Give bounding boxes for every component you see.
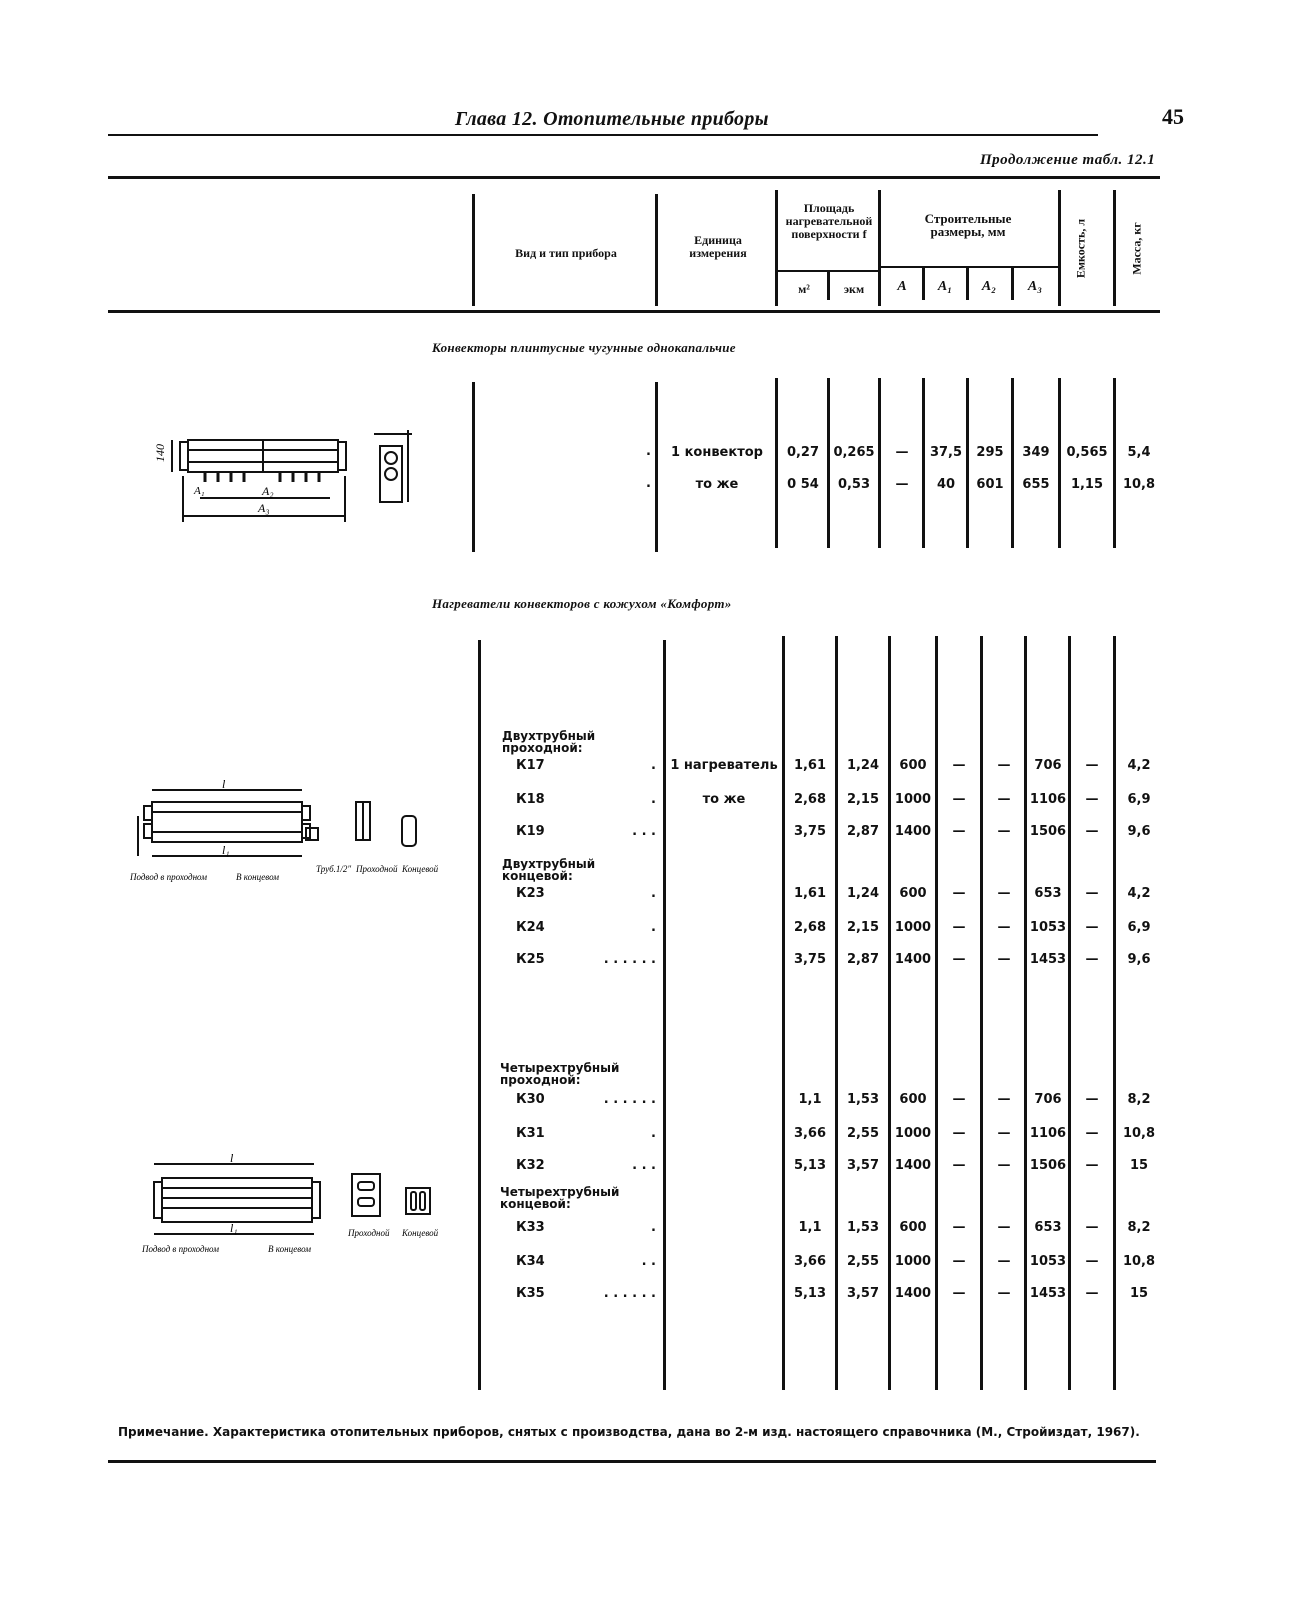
cell-vol: — [1085, 1126, 1099, 1141]
header-dim-a1: A₁ [937, 279, 953, 294]
cell-vol: — [1085, 952, 1099, 967]
cell-a2: — [997, 886, 1011, 901]
col-divider [827, 272, 830, 300]
cell-m2: 0,27 [786, 445, 820, 460]
drawing-label-l: l [222, 777, 226, 791]
row-leader-dots: . [651, 886, 656, 901]
drawing2-label-l1: l₁ [230, 1221, 238, 1235]
cell-a2: 295 [976, 445, 1004, 460]
cell-mass: 5,4 [1127, 445, 1151, 460]
sub-rule [881, 266, 1058, 268]
cell-a2: — [997, 792, 1011, 807]
cell-mass: 4,2 [1127, 758, 1151, 773]
cell-a1: — [952, 1158, 966, 1173]
row-leader-dots: . . . [632, 824, 656, 839]
cell-a3: 1053 [1029, 920, 1067, 935]
cell-a1: — [952, 1092, 966, 1107]
group-four-pipe-end: Четырехтрубный концевой: [500, 1185, 620, 1211]
cell-a1: 40 [936, 477, 956, 492]
cell-ekm: 0,53 [837, 477, 871, 492]
drawing-note-end: В концевом [236, 872, 279, 882]
cell-m2: 1,1 [798, 1220, 822, 1235]
drawing-note-pass: Подвод в проходном [130, 872, 207, 882]
cell-a2: — [997, 1126, 1011, 1141]
cell-a: 1400 [894, 1286, 932, 1301]
cell-a: — [895, 445, 909, 460]
col-divider [655, 194, 658, 306]
four-pipe-heater-drawing [140, 1150, 450, 1260]
cell-a1: — [952, 1126, 966, 1141]
cell-a3: 1453 [1029, 952, 1067, 967]
header-area: Площадь нагревательной поверхности f [785, 201, 873, 241]
header-area-m2: м² [798, 282, 810, 296]
cell-ekm: 0,265 [833, 445, 875, 460]
cell-ekm: 2,87 [846, 824, 880, 839]
header-rule [108, 134, 1098, 136]
drawing2-note-end: В концевом [268, 1244, 311, 1254]
cell-mass: 9,6 [1127, 824, 1151, 839]
row-leader-dots: . . . . . . [603, 1286, 656, 1301]
cell-unit: то же [695, 477, 739, 492]
cell-a1: — [952, 952, 966, 967]
cell-volume: 1,15 [1070, 477, 1104, 492]
row-device-name: К18 [516, 792, 545, 807]
table-top-rule [108, 176, 1160, 179]
header-dim-a: A [897, 279, 907, 294]
cell-m2: 5,13 [793, 1158, 827, 1173]
cell-a3: 653 [1034, 886, 1062, 901]
cell-vol: — [1085, 1254, 1099, 1269]
header-dim-a3: A₃ [1027, 279, 1043, 294]
cell-mass: 9,6 [1127, 952, 1151, 967]
cell-m2: 1,61 [793, 758, 827, 773]
cell-m2: 3,75 [793, 952, 827, 967]
cell-a: — [895, 477, 909, 492]
drawing2-end: Концевой [402, 1228, 439, 1238]
drawing-end: Концевой [402, 864, 439, 874]
group-two-pipe-pass: Двухтрубный проходной: [502, 729, 596, 755]
cell-vol: — [1085, 920, 1099, 935]
cell-a1: — [952, 1286, 966, 1301]
cell-a3: 655 [1022, 477, 1050, 492]
row-device-name: К33 [516, 1220, 545, 1235]
unit-first: 1 нагреватель [670, 758, 778, 773]
cell-m2: 2,68 [793, 792, 827, 807]
cell-mass: 8,2 [1127, 1092, 1151, 1107]
drawing-label-a1: A₁ [194, 485, 205, 497]
cell-vol: — [1085, 824, 1099, 839]
row-leader-dots: . [651, 758, 656, 773]
cell-ekm: 1,24 [846, 758, 880, 773]
cell-ekm: 1,53 [846, 1092, 880, 1107]
cell-a2: — [997, 1158, 1011, 1173]
col-divider [966, 268, 969, 300]
cell-a1: 37,5 [929, 445, 963, 460]
group-two-pipe-end: Двухтрубный концевой: [502, 857, 596, 883]
col-divider [472, 194, 475, 306]
unit-same: то же [702, 792, 746, 807]
cell-a1: — [952, 758, 966, 773]
cell-ekm: 1,24 [846, 886, 880, 901]
cell-a1: — [952, 886, 966, 901]
cell-mass: 10,8 [1122, 1254, 1156, 1269]
cell-ekm: 3,57 [846, 1286, 880, 1301]
cell-a1: — [952, 792, 966, 807]
row-leader-dots: . [651, 920, 656, 935]
cell-mass: 15 [1129, 1286, 1149, 1301]
section-title-komfort-heaters: Нагреватели конвекторов с кожухом «Комфорт» [432, 596, 732, 611]
cell-a2: — [997, 824, 1011, 839]
header-mass: Масса, кг [1129, 222, 1144, 275]
cell-vol: — [1085, 1158, 1099, 1173]
cell-a3: 1506 [1029, 1158, 1067, 1173]
cell-a3: 1106 [1029, 1126, 1067, 1141]
cell-a2: 601 [976, 477, 1004, 492]
drawing-passable: Проходной [356, 864, 398, 874]
col-divider [1058, 190, 1061, 306]
row-device-name: К24 [516, 920, 545, 935]
cell-a1: — [952, 824, 966, 839]
group-four-pipe-pass: Четырехтрубный проходной: [500, 1061, 620, 1087]
header-volume: Емкость, л [1073, 218, 1088, 279]
page-number: 45 [1162, 104, 1184, 129]
plinth-convector-drawing [150, 410, 430, 530]
cell-a: 600 [899, 1220, 927, 1235]
cell-a: 1000 [894, 920, 932, 935]
row-device-name: К17 [516, 758, 545, 773]
row-device-name: К30 [516, 1092, 545, 1107]
row-device-name: К35 [516, 1286, 545, 1301]
cell-a: 600 [899, 1092, 927, 1107]
cell-a: 600 [899, 886, 927, 901]
two-pipe-heater-drawing [130, 776, 460, 888]
drawing-label-a2: A₂ [262, 484, 274, 498]
row-device-name: К23 [516, 886, 545, 901]
cell-a3: 653 [1034, 1220, 1062, 1235]
cell-a2: — [997, 1092, 1011, 1107]
header-dims: Строительные размеры, мм [924, 211, 1012, 239]
cell-mass: 8,2 [1127, 1220, 1151, 1235]
row-leader-dots: . [651, 1220, 656, 1235]
section-title-plinth-convectors: Конвекторы плинтусные чугунные однокапальчие [432, 340, 736, 355]
cell-ekm: 2,55 [846, 1254, 880, 1269]
cell-m2: 3,66 [793, 1126, 827, 1141]
cell-ekm: 2,87 [846, 952, 880, 967]
header-area-ekm: экм [843, 282, 865, 296]
col-divider [878, 190, 881, 306]
header-dim-a2: A₂ [981, 279, 997, 294]
table-continuation: Продолжение табл. 12.1 [980, 152, 1156, 168]
cell-a: 1000 [894, 1254, 932, 1269]
cell-m2: 1,1 [798, 1092, 822, 1107]
col-divider [1113, 190, 1116, 306]
table-note: Примечание. Характеристика отопительных приборов, снятых с производства, дана во 2-м изд. настоящего справочника (М., Стройиздат, 1967). [118, 1425, 1140, 1439]
drawing2-note-pass: Подвод в проходном [142, 1244, 219, 1254]
cell-a1: — [952, 1254, 966, 1269]
drawing2-passable: Проходной [348, 1228, 390, 1238]
cell-a3: 349 [1022, 445, 1050, 460]
col-divider [775, 190, 778, 306]
cell-a1: — [952, 1220, 966, 1235]
row-leader-dots: . . [641, 1254, 656, 1269]
cell-vol: — [1085, 1092, 1099, 1107]
cell-a: 1400 [894, 952, 932, 967]
row-device-name: К19 [516, 824, 545, 839]
cell-m2: 3,66 [793, 1254, 827, 1269]
cell-a2: — [997, 952, 1011, 967]
cell-mass: 15 [1129, 1158, 1149, 1173]
cell-m2: 0 54 [787, 477, 819, 492]
cell-mass: 4,2 [1127, 886, 1151, 901]
col-divider [922, 268, 925, 300]
cell-vol: — [1085, 1286, 1099, 1301]
cell-a3: 1106 [1029, 792, 1067, 807]
cell-mass: 10,8 [1122, 1126, 1156, 1141]
cell-ekm: 3,57 [846, 1158, 880, 1173]
cell-volume: 0,565 [1066, 445, 1108, 460]
cell-a1: — [952, 920, 966, 935]
cell-vol: — [1085, 758, 1099, 773]
cell-a2: — [997, 920, 1011, 935]
drawing-label-l1: l₁ [222, 843, 230, 857]
cell-mass: 6,9 [1127, 792, 1151, 807]
cell-a: 1400 [894, 824, 932, 839]
cell-a2: — [997, 1220, 1011, 1235]
header-unit: Единица измерения [689, 233, 747, 260]
cell-ekm: 2,15 [846, 920, 880, 935]
cell-m2: 3,75 [793, 824, 827, 839]
row-leader-dots: . [651, 792, 656, 807]
cell-unit: 1 конвектор [671, 445, 763, 460]
cell-a3: 706 [1034, 1092, 1062, 1107]
cell-a2: — [997, 758, 1011, 773]
cell-a2: — [997, 1286, 1011, 1301]
row-leader-dots: . [651, 1126, 656, 1141]
cell-a3: 1453 [1029, 1286, 1067, 1301]
footer-rule [108, 1460, 1156, 1463]
cell-a: 1000 [894, 1126, 932, 1141]
drawing2-label-l: l [230, 1151, 234, 1165]
cell-mass: 6,9 [1127, 920, 1151, 935]
row-device-name: К34 [516, 1254, 545, 1269]
cell-vol: — [1085, 792, 1099, 807]
cell-vol: — [1085, 1220, 1099, 1235]
chapter-title: Глава 12. Отопительные приборы [455, 108, 769, 130]
cell-m2: 1,61 [793, 886, 827, 901]
row-leader-dots: . . . . . . [603, 952, 656, 967]
table-header-bottom-rule [108, 310, 1160, 313]
row-device-name: К31 [516, 1126, 545, 1141]
cell-vol: — [1085, 886, 1099, 901]
cell-ekm: 1,53 [846, 1220, 880, 1235]
cell-a: 1000 [894, 792, 932, 807]
row-leader-dots: . . . . . . [603, 1092, 656, 1107]
row-leader-dots: . . . [632, 1158, 656, 1173]
cell-a: 1400 [894, 1158, 932, 1173]
row-device-name: К25 [516, 952, 545, 967]
drawing-thread: Труб.1/2" [316, 864, 352, 874]
cell-m2: 5,13 [793, 1286, 827, 1301]
cell-mass: 10,8 [1122, 477, 1156, 492]
cell-a3: 1506 [1029, 824, 1067, 839]
cell-a2: — [997, 1254, 1011, 1269]
cell-ekm: 2,15 [846, 792, 880, 807]
cell-m2: 2,68 [793, 920, 827, 935]
cell-a3: 706 [1034, 758, 1062, 773]
cell-ekm: 2,55 [846, 1126, 880, 1141]
header-type: Вид и тип прибора [515, 246, 617, 260]
drawing-label-a3: A₃ [258, 501, 270, 515]
cell-a: 600 [899, 758, 927, 773]
drawing-label-140: 140 [153, 444, 167, 462]
row-device-name: К32 [516, 1158, 545, 1173]
cell-a3: 1053 [1029, 1254, 1067, 1269]
